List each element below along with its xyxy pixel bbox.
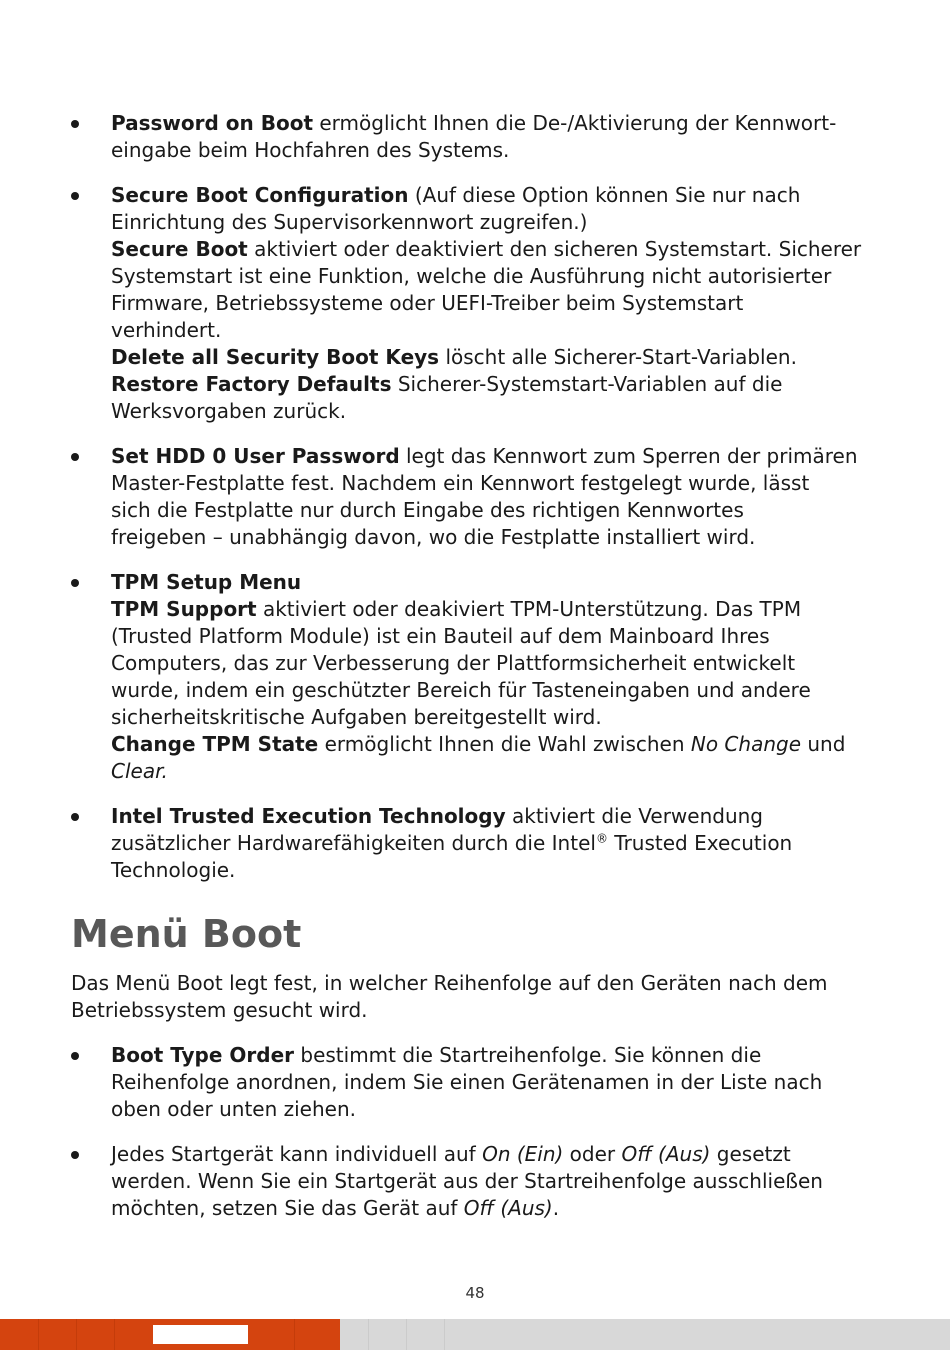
text-line [111, 1168, 881, 1195]
text-run: eingabe beim Hochfahren des Systems. [111, 138, 510, 162]
bullet-icon [71, 813, 79, 821]
intro-line: Das Menü Boot legt fest, in welcher Reihenfolge auf den Geräten nach dem [71, 971, 828, 995]
bullet-icon [71, 120, 79, 128]
text-run: gesetzt [710, 1142, 791, 1166]
text-run: Computers, das zur Verbesserung der Plattformsicherheit entwickelt [111, 651, 796, 675]
footer-divider [406, 1319, 407, 1350]
text-line [111, 470, 881, 497]
feature-list-security [71, 110, 881, 884]
text-line [111, 110, 881, 137]
bullet-icon [71, 192, 79, 200]
text-run: möchten, setzen Sie das Gerät auf [111, 1196, 464, 1220]
text-run: Einrichtung des Supervisorkennwort zugreifen.) [111, 210, 588, 234]
term-label: Boot Type Order [111, 1043, 295, 1067]
text-run: löscht alle Sicherer-Start-Variablen. [439, 345, 797, 369]
list-item [71, 443, 881, 551]
option-value: Off (Aus) [463, 1196, 553, 1220]
text-run: aktiviert oder deakiviert TPM-Unterstützung. Das TPM [256, 597, 802, 621]
text-run: Werksvorgaben zurück. [111, 399, 347, 423]
text-run: . [552, 1196, 560, 1220]
list-item [71, 569, 881, 785]
text-line [111, 596, 881, 623]
text-line [111, 623, 881, 650]
footer-divider [368, 1319, 369, 1350]
bullet-icon [71, 579, 79, 587]
page-content [71, 110, 881, 1240]
section-title: Menü Boot [71, 912, 302, 956]
text-line [111, 371, 881, 398]
term-label: Change TPM State [111, 732, 319, 756]
text-run: Master-Festplatte fest. Nachdem ein Kennwort festgelegt wurde, lässt [111, 471, 810, 495]
term-label: Set HDD 0 User Password [111, 444, 400, 468]
text-line [111, 650, 881, 677]
text-line [111, 290, 881, 317]
text-line [111, 1195, 881, 1222]
text-run: Reihenfolge anordnen, indem Sie einen Gerätenamen in der Liste nach [111, 1070, 823, 1094]
footer-divider [114, 1319, 115, 1350]
list-item [71, 803, 881, 884]
text-line [111, 830, 881, 857]
footer-highlight-block [153, 1325, 248, 1344]
bullet-icon [71, 453, 79, 461]
text-line [111, 857, 881, 884]
text-run: Firmware, Betriebssysteme oder UEFI-Treiber beim Systemstart [111, 291, 744, 315]
text-run: oben oder unten ziehen. [111, 1097, 356, 1121]
footer-divider [444, 1319, 445, 1350]
text-run: ® [595, 831, 608, 846]
term-label: Restore Factory Defaults [111, 372, 392, 396]
term-label: Secure Boot Configuration [111, 183, 409, 207]
text-line [111, 1141, 881, 1168]
list-item [71, 1042, 881, 1123]
text-line [111, 344, 881, 371]
text-line [111, 209, 881, 236]
text-run: Trusted Execution [607, 831, 793, 855]
text-line [111, 398, 881, 425]
text-run: freigeben – unabhängig davon, wo die Festplatte installiert wird. [111, 525, 756, 549]
text-line [111, 317, 881, 344]
text-run: ermöglicht Ihnen die Wahl zwischen [318, 732, 691, 756]
text-line [111, 524, 881, 551]
text-line [111, 182, 881, 209]
term-label: Secure Boot [111, 237, 248, 261]
bullet-icon [71, 1151, 79, 1159]
footer-bar [0, 1319, 950, 1350]
option-value: On (Ein) [482, 1142, 564, 1166]
text-run: wurde, indem ein geschützter Bereich für Tasteneingaben und andere [111, 678, 811, 702]
list-item [71, 1141, 881, 1222]
text-run: (Trusted Platform Module) ist ein Bauteil auf dem Mainboard Ihres [111, 624, 770, 648]
footer-divider [294, 1319, 295, 1350]
text-line [111, 1042, 881, 1069]
text-run: Sicherer-Systemstart-Variablen auf die [391, 372, 783, 396]
text-line [111, 1069, 881, 1096]
text-run: legt das Kennwort zum Sperren der primären [399, 444, 858, 468]
text-run: aktiviert oder deaktiviert den sicheren Systemstart. Sicherer [247, 237, 862, 261]
text-run: bestimmt die Startreihenfolge. Sie können die [294, 1043, 762, 1067]
section-intro [71, 970, 881, 1024]
text-run: Jedes Startgerät kann individuell auf [111, 1142, 483, 1166]
term-label: Password on Boot [111, 111, 314, 135]
text-run: sich die Festplatte nur durch Eingabe des richtigen Kennwortes [111, 498, 744, 522]
term-label: Delete all Security Boot Keys [111, 345, 440, 369]
term-label: Intel Trusted Execution Technology [111, 804, 506, 828]
footer-divider [38, 1319, 39, 1350]
text-line [111, 263, 881, 290]
term-label: TPM Setup Menu [111, 570, 302, 594]
footer-gray-band [340, 1319, 950, 1350]
option-value: No Change [690, 732, 802, 756]
list-item [71, 182, 881, 425]
text-line [111, 731, 881, 758]
text-run: und [801, 732, 846, 756]
text-run: zusätzlicher Hardwarefähigkeiten durch die Intel [111, 831, 596, 855]
text-line [111, 443, 881, 470]
list-item [71, 110, 881, 164]
text-line [111, 803, 881, 830]
option-value: Clear. [111, 759, 168, 783]
term-label: TPM Support [111, 597, 257, 621]
text-line [111, 569, 881, 596]
text-line [111, 1096, 881, 1123]
text-run: (Auf diese Option können Sie nur nach [408, 183, 801, 207]
text-run: werden. Wenn Sie ein Startgerät aus der Startreihenfolge ausschließen [111, 1169, 823, 1193]
feature-list-boot [71, 1042, 881, 1222]
text-run: oder [563, 1142, 622, 1166]
text-run: verhindert. [111, 318, 222, 342]
text-line [111, 704, 881, 731]
text-line [111, 497, 881, 524]
text-line [111, 137, 881, 164]
text-line [111, 677, 881, 704]
text-line [111, 758, 881, 785]
text-run: sicherheitskritische Aufgaben bereitgestellt wird. [111, 705, 602, 729]
intro-line: Betriebssystem gesucht wird. [71, 998, 368, 1022]
text-run: Systemstart ist eine Funktion, welche die Ausführung nicht autorisierter [111, 264, 832, 288]
footer-divider [76, 1319, 77, 1350]
text-line [111, 236, 881, 263]
bullet-icon [71, 1052, 79, 1060]
text-run: aktiviert die Verwendung [505, 804, 764, 828]
page-number: 48 [465, 1284, 485, 1302]
option-value: Off (Aus) [621, 1142, 711, 1166]
text-run: ermöglicht Ihnen die De-/Aktivierung der Kennwort- [313, 111, 837, 135]
text-run: Technologie. [111, 858, 236, 882]
